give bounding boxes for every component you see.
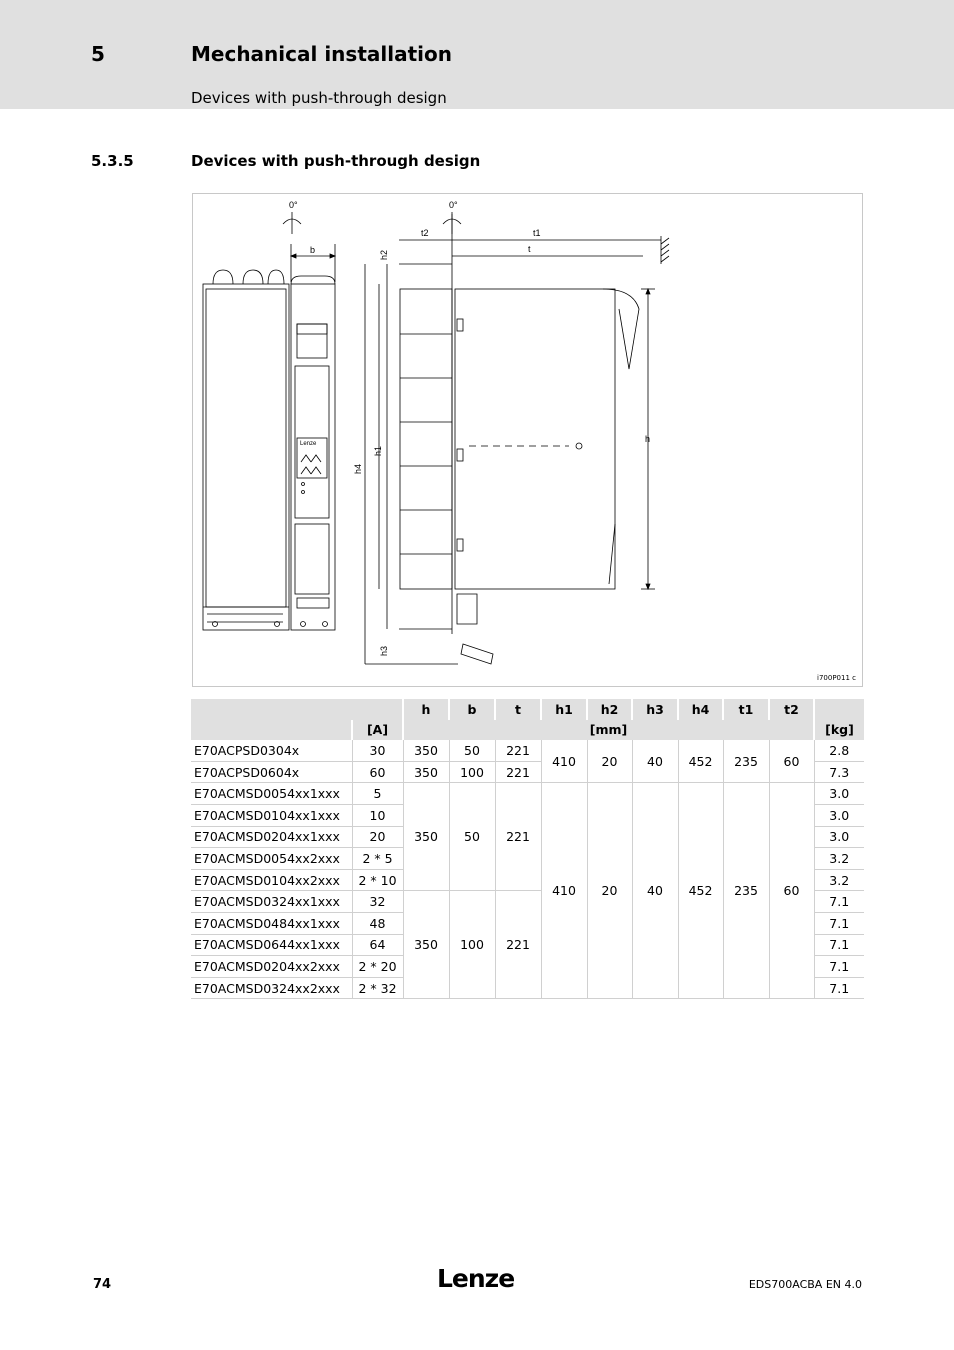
type-code: E70ACMSD0324xx2xxx xyxy=(191,977,352,999)
t-value: 221 xyxy=(495,783,541,891)
header-band xyxy=(0,0,954,109)
section-title: Devices with push-through design xyxy=(191,152,481,170)
header-b: b xyxy=(449,699,495,720)
type-code: E70ACPSD0604x xyxy=(191,761,352,783)
label-0deg-side: 0° xyxy=(449,200,458,210)
label-t2: t2 xyxy=(421,228,429,238)
table-header-row xyxy=(191,699,864,720)
current-value: 5 xyxy=(352,783,403,805)
front-view-narrow-device xyxy=(291,276,335,630)
side-view xyxy=(379,214,655,664)
current-value: 32 xyxy=(352,891,403,913)
weight-value: 3.2 xyxy=(814,848,864,870)
b-value: 100 xyxy=(449,891,495,999)
chapter-subtitle: Devices with push-through design xyxy=(191,89,447,107)
h1-value: 410 xyxy=(541,783,587,999)
type-code: E70ACMSD0104xx2xxx xyxy=(191,869,352,891)
section-number: 5.3.5 xyxy=(91,152,134,170)
weight-value: 3.2 xyxy=(814,869,864,891)
weight-value: 7.1 xyxy=(814,891,864,913)
chapter-title: Mechanical installation xyxy=(191,42,452,66)
weight-value: 7.1 xyxy=(814,956,864,978)
weight-value: 7.1 xyxy=(814,977,864,999)
h-value: 350 xyxy=(403,740,449,761)
current-value: 48 xyxy=(352,912,403,934)
units-dims: [mm] xyxy=(403,720,814,741)
h-value: 350 xyxy=(403,761,449,783)
page-number: 74 xyxy=(93,1277,112,1292)
orientation-marks xyxy=(283,200,461,234)
h3-value: 40 xyxy=(632,783,678,999)
h4-value: 452 xyxy=(678,783,723,999)
type-code: E70ACMSD0204xx2xxx xyxy=(191,956,352,978)
h-value: 350 xyxy=(403,783,449,891)
current-value: 2 * 5 xyxy=(352,848,403,870)
type-code: E70ACMSD0484xx1xxx xyxy=(191,912,352,934)
type-code: E70ACMSD0644xx1xxx xyxy=(191,934,352,956)
table-row xyxy=(191,740,864,761)
label-t1: t1 xyxy=(533,228,541,238)
header-t2: t2 xyxy=(769,699,814,720)
t1-value: 235 xyxy=(723,740,769,783)
h3-value: 40 xyxy=(632,740,678,783)
b-value: 100 xyxy=(449,761,495,783)
type-code: E70ACMSD0054xx2xxx xyxy=(191,848,352,870)
header-h4: h4 xyxy=(678,699,723,720)
h2-value: 20 xyxy=(587,783,632,999)
label-h1: h1 xyxy=(373,445,383,456)
current-value: 20 xyxy=(352,826,403,848)
table-units-row xyxy=(191,720,864,741)
units-weight: [kg] xyxy=(814,720,864,741)
weight-value: 7.1 xyxy=(814,934,864,956)
t1-value: 235 xyxy=(723,783,769,999)
header-t: t xyxy=(495,699,541,720)
header-h3: h3 xyxy=(632,699,678,720)
table-row xyxy=(191,783,864,805)
header-h1: h1 xyxy=(541,699,587,720)
dimensions-table xyxy=(191,699,864,999)
b-value: 50 xyxy=(449,783,495,891)
label-h3: h3 xyxy=(379,645,389,656)
weight-value: 7.1 xyxy=(814,912,864,934)
dimension-drawing xyxy=(192,193,863,687)
drawing-svg xyxy=(193,194,864,688)
header-blank-weight xyxy=(814,699,864,720)
t-value: 221 xyxy=(495,891,541,999)
current-value: 30 xyxy=(352,740,403,761)
type-code: E70ACPSD0304x xyxy=(191,740,352,761)
t2-value: 60 xyxy=(769,783,814,999)
t-value: 221 xyxy=(495,740,541,761)
figure-id: i700P011 c xyxy=(817,674,856,682)
label-h: h xyxy=(645,434,651,444)
current-value: 64 xyxy=(352,934,403,956)
chapter-number: 5 xyxy=(91,42,105,66)
current-value: 60 xyxy=(352,761,403,783)
header-h: h xyxy=(403,699,449,720)
dimension-h-vertical xyxy=(353,250,458,664)
label-b: b xyxy=(310,245,316,255)
weight-value: 3.0 xyxy=(814,804,864,826)
type-code: E70ACMSD0204xx1xxx xyxy=(191,826,352,848)
dimension-t xyxy=(399,228,669,264)
current-value: 2 * 20 xyxy=(352,956,403,978)
type-code: E70ACMSD0324xx1xxx xyxy=(191,891,352,913)
label-h2: h2 xyxy=(379,249,389,260)
label-0deg-front: 0° xyxy=(289,200,298,210)
weight-value: 3.0 xyxy=(814,783,864,805)
current-value: 10 xyxy=(352,804,403,826)
label-h4: h4 xyxy=(353,463,363,474)
document-code: EDS700ACBA EN 4.0 xyxy=(748,1278,862,1291)
b-value: 50 xyxy=(449,740,495,761)
units-current: [A] xyxy=(352,720,403,741)
front-view-wide-device xyxy=(203,270,289,630)
current-value: 2 * 10 xyxy=(352,869,403,891)
lenze-logo: Lenze xyxy=(437,1264,515,1293)
weight-value: 7.3 xyxy=(814,761,864,783)
header-blank xyxy=(191,699,403,720)
t-value: 221 xyxy=(495,761,541,783)
header-t1: t1 xyxy=(723,699,769,720)
h-value: 350 xyxy=(403,891,449,999)
h1-value: 410 xyxy=(541,740,587,783)
units-blank xyxy=(191,720,352,741)
h4-value: 452 xyxy=(678,740,723,783)
label-t: t xyxy=(528,244,531,254)
current-value: 2 * 32 xyxy=(352,977,403,999)
header-h2: h2 xyxy=(587,699,632,720)
type-code: E70ACMSD0104xx1xxx xyxy=(191,804,352,826)
weight-value: 2.8 xyxy=(814,740,864,761)
h2-value: 20 xyxy=(587,740,632,783)
type-code: E70ACMSD0054xx1xxx xyxy=(191,783,352,805)
t2-value: 60 xyxy=(769,740,814,783)
device-logo-text: Lenze xyxy=(300,441,317,447)
weight-value: 3.0 xyxy=(814,826,864,848)
